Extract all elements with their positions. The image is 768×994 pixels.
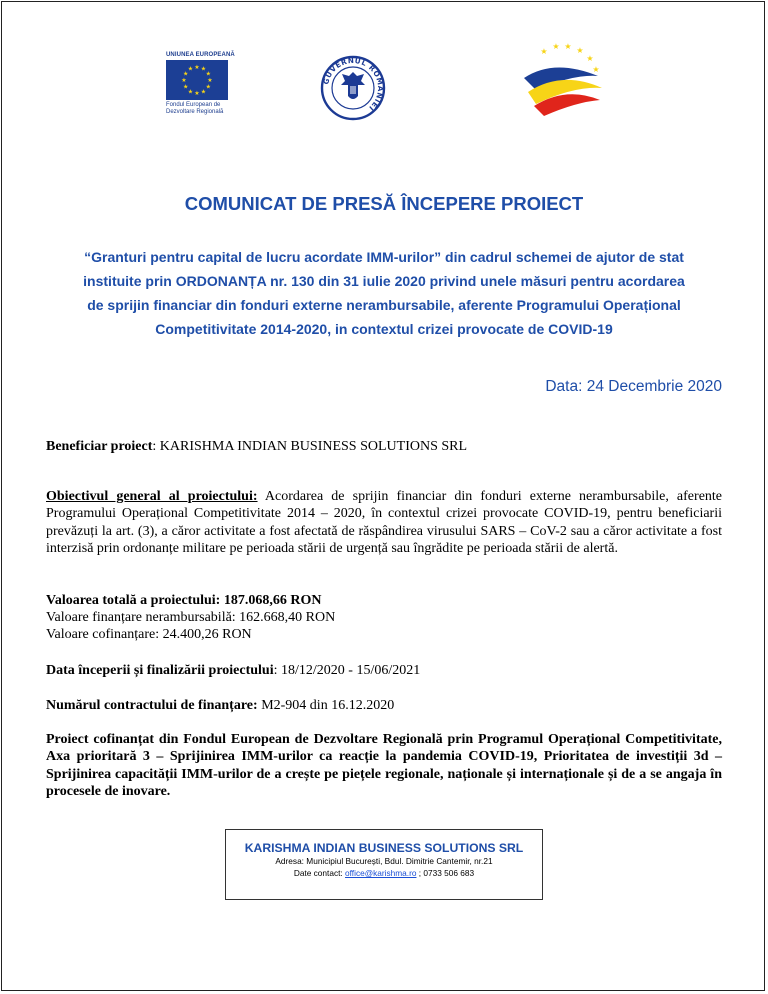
nonrefundable-line: Valoare finanțare nerambursabilă: 162.668,40 RON [46,610,336,625]
svg-text:★: ★ [205,70,211,78]
press-release-date: Data: 24 Decembrie 2020 [545,378,722,395]
footer-email-link[interactable]: office@karishma.ro [345,868,417,878]
svg-text:★: ★ [187,65,194,73]
eu-stars-icon [166,60,228,100]
cofinancing-line: Valoare cofinanțare: 24.400,26 RON [46,627,252,642]
subtitle-line: de sprijin financiar din fonduri externe nerambursabile, aferente Programului Operațional [87,297,681,313]
beneficiary-value: : KARISHMA INDIAN BUSINESS SOLUTIONS SRL [152,439,468,454]
svg-text:★: ★ [200,88,207,96]
footer-address: Adresa: Municipiul București, Bdul. Dimitrie Cantemir, nr.21 [275,856,493,866]
svg-text:★: ★ [200,65,207,73]
subtitle-line: “Granturi pentru capital de lucru acordate IMM-urilor” din cadrul schemei de ajutor de stat [84,249,684,265]
eu-logo-line1: Fondul European de [166,102,221,108]
svg-text:★: ★ [205,83,211,91]
objective-text: Acordarea de sprijin financiar din fonduri externe nerambursabile, aferente Programului Operațional Competitivitate 2014 – 2020, în contextul crizei provocate COVID-19, pentru beneficiarii prevăzuți la art. (3), a căror activitate a fost afectată de răspândirea virusului SARS – CoV-2 sau a căror activitate a fost interzisă prin ordonanțe militare pe perioada stării de urgență sau îngrădite pe perioada stării de alertă. [46,489,723,557]
svg-text:★: ★ [194,90,200,97]
contract-value: M2-904 din 16.12.2020 [257,698,395,713]
total-value-label: Valoarea totală a proiectului: [46,593,221,608]
svg-text:★: ★ [194,64,200,71]
svg-text:★: ★ [540,47,548,56]
svg-text:★: ★ [187,88,194,96]
objective-paragraph [46,488,722,558]
footer-phone: ; 0733 506 683 [416,868,475,878]
objective-label: Obiectivul general al proiectului: [46,489,258,504]
eu-logo-top-text: UNIUNEA EUROPEANĂ [166,52,235,58]
project-subtitle [48,245,720,341]
svg-text:★: ★ [183,70,189,78]
beneficiary-line [46,438,467,455]
svg-text:★: ★ [181,77,187,84]
government-seal-icon [320,55,386,121]
eu-flag-icon [166,60,228,100]
svg-text:★: ★ [576,46,584,55]
project-dates-line [46,662,420,679]
page-title: COMUNICAT DE PRESĂ ÎNCEPERE PROIECT [184,193,584,214]
company-contact-box [225,829,543,900]
eu-logo [166,52,236,124]
project-dates-label: Data începerii și finalizării proiectului [46,663,274,678]
total-value-amount: 187.068,66 RON [220,593,322,608]
footer-company-name: KARISHMA INDIAN BUSINESS SOLUTIONS SRL [244,841,524,855]
subtitle-line: Competitivitate 2014-2020, in contextul crizei provocate de COVID-19 [155,321,613,337]
contract-line [46,697,394,714]
svg-text:★: ★ [552,42,560,51]
beneficiary-label: Beneficiar proiect [46,439,153,454]
contract-label: Numărul contractului de finanțare: [46,698,258,713]
subtitle-line: instituite prin ORDONANȚA nr. 130 din 31 iulie 2020 privind unele măsuri pentru acordarea [83,273,685,289]
regional-program-logo [514,40,606,120]
svg-text:★: ★ [586,54,594,63]
svg-text:★: ★ [207,77,213,84]
eu-logo-bottom-text [166,102,236,116]
footer-contact-label: Date contact: [293,868,346,878]
svg-text:★: ★ [183,83,189,91]
footer-contact [226,867,542,879]
project-dates-value: : 18/12/2020 - 15/06/2021 [273,663,421,678]
svg-text:★: ★ [564,42,572,51]
cofinanced-paragraph: Proiect cofinanțat din Fondul European de Dezvoltare Regională prin Programul Operațional Competitivitate, Axa prioritară 3 – Sprijinirea IMM-urilor ca reacție la pandemia COVID-19, Prioritatea de investiții 3d – Sprijinirea capacității IMM-urilor de a crește pe piețele regionale, naționale și internaționale și de a se angaja în procesele de inovare. [46,732,722,800]
total-value-line [46,592,321,609]
svg-text:GUVERNUL ROMÂNIEI: GUVERNUL ROMÂNIEI [321,55,386,114]
eu-logo-line2: Dezvoltare Regională [166,109,224,115]
svg-text:★: ★ [592,65,600,74]
